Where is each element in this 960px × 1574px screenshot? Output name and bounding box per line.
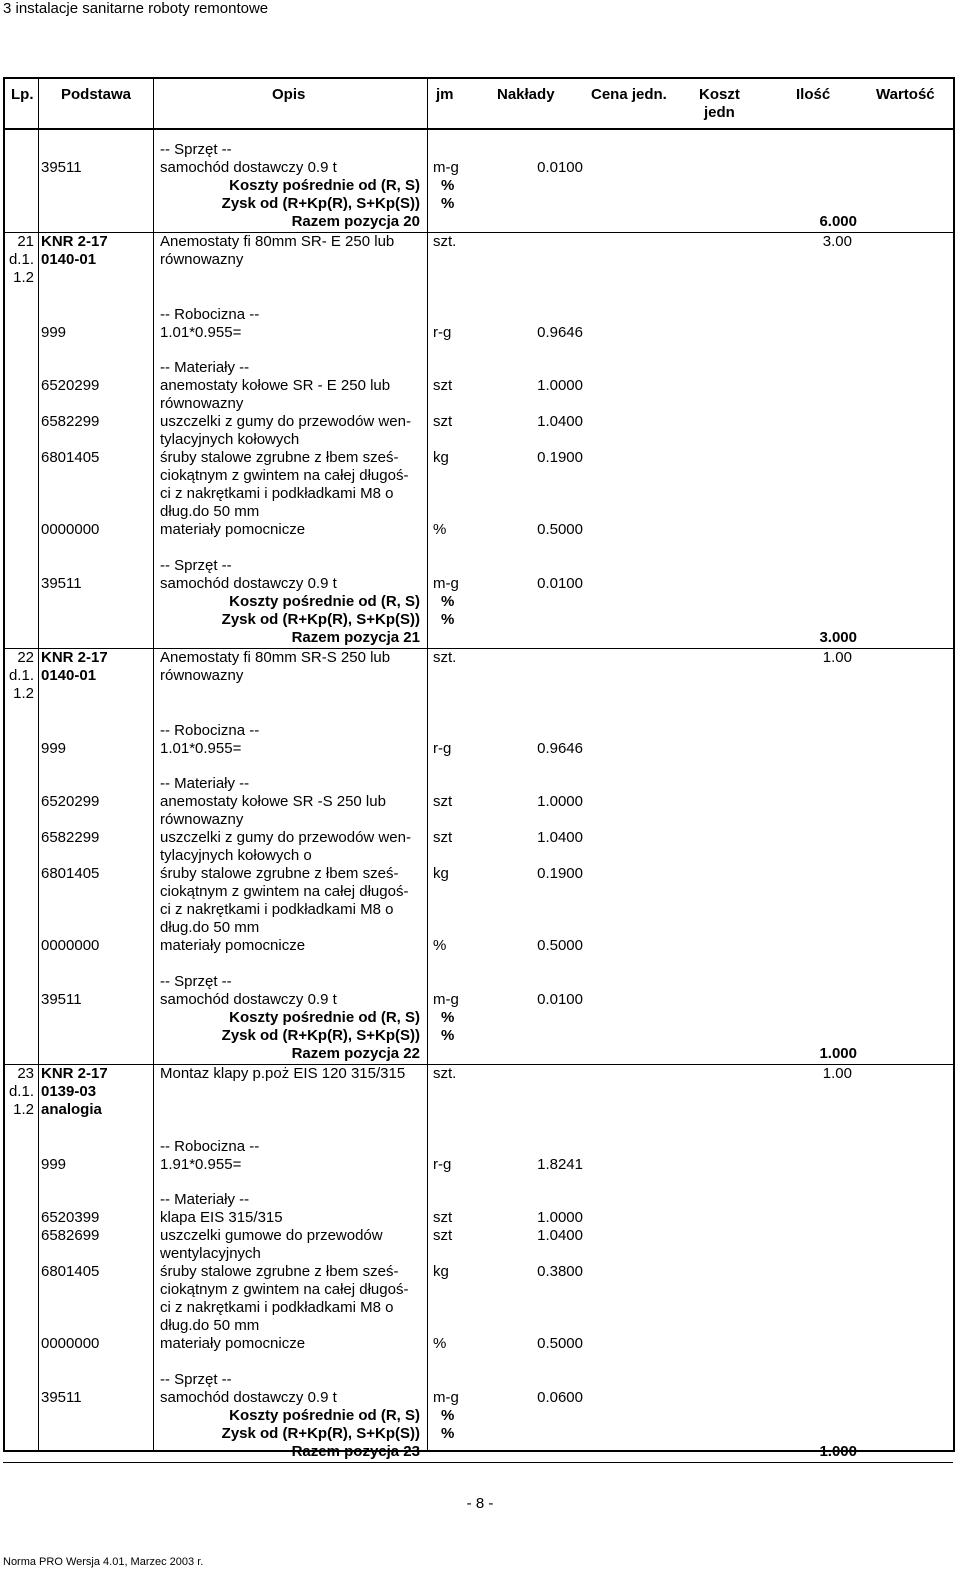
position-number: d.1. [8, 1083, 34, 1100]
description: uszczelki z gumy do przewodów wen- [160, 413, 411, 430]
position-description: Montaz klapy p.poż EIS 120 315/315 [160, 1065, 406, 1082]
description: 1.91*0.955= [160, 1156, 242, 1173]
position-description: równowazny [160, 251, 244, 268]
description: śruby stalowe zgrubne z łbem sześ- [160, 1263, 399, 1280]
section-label: -- Robocizna -- [160, 722, 260, 739]
quantity: 1.0000 [537, 377, 583, 394]
quantity: 0.1900 [537, 449, 583, 466]
description: 1.01*0.955= [160, 324, 242, 341]
unit: kg [433, 449, 449, 466]
section-label: -- Robocizna -- [160, 306, 260, 323]
quantity: 0.5000 [537, 937, 583, 954]
quantity: 0.5000 [537, 521, 583, 538]
header-ilosc: Ilość [796, 86, 831, 103]
position-description: Anemostaty fi 80mm SR- E 250 lub [160, 233, 395, 250]
description: samochód dostawczy 0.9 t [160, 159, 337, 176]
description: ci z nakrętkami i podkładkami M8 o [160, 485, 394, 502]
unit: szt. [433, 649, 457, 666]
description: uszczelki z gumy do przewodów wen- [160, 829, 411, 846]
position-total-label: Razem pozycja 22 [291, 1045, 420, 1062]
unit: % [441, 195, 455, 212]
resource-code: 39511 [41, 991, 82, 1008]
unit: % [441, 593, 455, 610]
unit: % [433, 937, 447, 954]
position-quantity: 3.000 [819, 629, 857, 646]
quantity: 0.0100 [537, 991, 583, 1008]
position-description: Anemostaty fi 80mm SR-S 250 lub [160, 649, 391, 666]
quantity: 1.0000 [537, 793, 583, 810]
unit: m-g [433, 1389, 459, 1406]
quantity: 0.9646 [537, 740, 583, 757]
header-cena: Cena jedn. [591, 86, 667, 103]
header-jm: jm [436, 86, 454, 103]
resource-code: 6582299 [41, 829, 100, 846]
unit: m-g [433, 159, 459, 176]
table-border-left [3, 77, 5, 1450]
description: śruby stalowe zgrubne z łbem sześ- [160, 865, 399, 882]
table-border-right [953, 77, 955, 1452]
position-number: 1.2 [13, 1101, 34, 1118]
table-border-top [3, 77, 953, 79]
unit: szt [433, 1209, 453, 1226]
description: materiały pomocnicze [160, 1335, 306, 1352]
resource-code: 999 [41, 324, 67, 341]
overhead-label: Zysk od (R+Kp(R), S+Kp(S)) [221, 1027, 420, 1044]
resource-code: 0000000 [41, 1335, 100, 1352]
description: ciokątnym z gwintem na całej długoś- [160, 467, 409, 484]
description: klapa EIS 315/315 [160, 1209, 283, 1226]
base-reference: KNR 2-17 [41, 233, 108, 250]
unit: m-g [433, 991, 459, 1008]
section-label: -- Sprzęt -- [160, 141, 232, 158]
description: dług.do 50 mm [160, 1317, 260, 1334]
resource-code: 6520299 [41, 377, 100, 394]
base-reference: 0139-03 [41, 1083, 97, 1100]
description: dług.do 50 mm [160, 919, 260, 936]
position-number: 22 [17, 649, 34, 666]
section-label: -- Robocizna -- [160, 1138, 260, 1155]
column-divider [38, 77, 39, 1450]
position-quantity: 1.000 [819, 1045, 857, 1062]
header-podstawa: Podstawa [61, 86, 132, 103]
unit-cost: 1.00 [822, 649, 852, 666]
quantity: 1.0400 [537, 829, 583, 846]
position-number: 1.2 [13, 269, 34, 286]
unit: kg [433, 1263, 449, 1280]
unit: % [441, 1425, 455, 1442]
description: anemostaty kołowe SR - E 250 lub [160, 377, 391, 394]
position-quantity: 6.000 [819, 213, 857, 230]
unit: szt [433, 793, 453, 810]
resource-code: 6801405 [41, 865, 100, 882]
header-koszt: Koszt [699, 86, 740, 103]
description: równowazny [160, 395, 244, 412]
description: anemostaty kołowe SR -S 250 lub [160, 793, 386, 810]
unit: % [441, 1027, 455, 1044]
base-reference: 0140-01 [41, 251, 97, 268]
base-reference: analogia [41, 1101, 102, 1118]
description: 1.01*0.955= [160, 740, 242, 757]
position-number: 21 [17, 233, 34, 250]
quantity: 0.0100 [537, 159, 583, 176]
resource-code: 0000000 [41, 937, 100, 954]
unit: r-g [433, 324, 452, 341]
resource-code: 39511 [41, 159, 82, 176]
header-opis: Opis [272, 86, 306, 103]
description: samochód dostawczy 0.9 t [160, 991, 337, 1008]
position-quantity: 1.000 [819, 1443, 857, 1460]
resource-code: 0000000 [41, 521, 100, 538]
unit: szt [433, 413, 453, 430]
unit: szt [433, 1227, 453, 1244]
header-naklady: Nakłady [497, 86, 555, 103]
unit: szt [433, 829, 453, 846]
quantity: 0.0100 [537, 575, 583, 592]
position-number: d.1. [8, 667, 34, 684]
unit: % [433, 1335, 447, 1352]
resource-code: 39511 [41, 1389, 82, 1406]
overhead-label: Koszty pośrednie od (R, S) [229, 593, 420, 610]
position-description: równowazny [160, 667, 244, 684]
unit: m-g [433, 575, 459, 592]
description: materiały pomocnicze [160, 937, 306, 954]
document-title: 3 instalacje sanitarne roboty remontowe [3, 0, 269, 17]
software-footer: Norma PRO Wersja 4.01, Marzec 2003 r. [3, 1556, 204, 1568]
resource-code: 999 [41, 1156, 67, 1173]
unit-cost: 3.00 [822, 233, 852, 250]
unit: r-g [433, 1156, 452, 1173]
description: tylacyjnych kołowych [160, 431, 300, 448]
unit: % [441, 611, 455, 628]
unit: % [441, 1407, 455, 1424]
description: ci z nakrętkami i podkładkami M8 o [160, 901, 394, 918]
resource-code: 6520299 [41, 793, 100, 810]
position-number: 1.2 [13, 685, 34, 702]
section-label: -- Sprzęt -- [160, 557, 232, 574]
unit: szt [433, 377, 453, 394]
resource-code: 6801405 [41, 449, 100, 466]
row-divider [3, 1462, 953, 1463]
description: tylacyjnych kołowych o [160, 847, 312, 864]
unit: % [441, 177, 455, 194]
unit: % [433, 521, 447, 538]
description: uszczelki gumowe do przewodów [160, 1227, 383, 1244]
quantity: 0.3800 [537, 1263, 583, 1280]
quantity: 0.9646 [537, 324, 583, 341]
quantity: 1.0400 [537, 1227, 583, 1244]
overhead-label: Zysk od (R+Kp(R), S+Kp(S)) [221, 195, 420, 212]
description: ci z nakrętkami i podkładkami M8 o [160, 1299, 394, 1316]
header-border-bottom [3, 128, 953, 130]
description: ciokątnym z gwintem na całej długoś- [160, 1281, 409, 1298]
column-divider [427, 77, 428, 1450]
overhead-label: Zysk od (R+Kp(R), S+Kp(S)) [221, 1425, 420, 1442]
unit: % [441, 1009, 455, 1026]
header-lp: Lp. [11, 86, 34, 103]
quantity: 1.0400 [537, 413, 583, 430]
quantity: 0.1900 [537, 865, 583, 882]
resource-code: 999 [41, 740, 67, 757]
section-label: -- Materiały -- [160, 775, 250, 792]
position-number: d.1. [8, 251, 34, 268]
resource-code: 6582699 [41, 1227, 100, 1244]
resource-code: 6801405 [41, 1263, 100, 1280]
description: śruby stalowe zgrubne z łbem sześ- [160, 449, 399, 466]
unit-cost: 1.00 [822, 1065, 852, 1082]
overhead-label: Koszty pośrednie od (R, S) [229, 177, 420, 194]
position-total-label: Razem pozycja 23 [291, 1443, 420, 1460]
base-reference: KNR 2-17 [41, 649, 108, 666]
overhead-label: Zysk od (R+Kp(R), S+Kp(S)) [221, 611, 420, 628]
description: samochód dostawczy 0.9 t [160, 575, 337, 592]
description: samochód dostawczy 0.9 t [160, 1389, 337, 1406]
base-reference: 0140-01 [41, 667, 97, 684]
resource-code: 6520399 [41, 1209, 100, 1226]
section-label: -- Sprzęt -- [160, 1371, 232, 1388]
quantity: 1.8241 [537, 1156, 583, 1173]
position-number: 23 [17, 1065, 34, 1082]
description: dług.do 50 mm [160, 503, 260, 520]
unit: r-g [433, 740, 452, 757]
description: materiały pomocnicze [160, 521, 306, 538]
unit: kg [433, 865, 449, 882]
page-number: - 8 - [466, 1495, 494, 1512]
section-label: -- Sprzęt -- [160, 973, 232, 990]
resource-code: 39511 [41, 575, 82, 592]
position-total-label: Razem pozycja 20 [291, 213, 420, 230]
quantity: 0.5000 [537, 1335, 583, 1352]
position-total-label: Razem pozycja 21 [291, 629, 420, 646]
quantity: 0.0600 [537, 1389, 583, 1406]
description: ciokątnym z gwintem na całej długoś- [160, 883, 409, 900]
section-label: -- Materiały -- [160, 359, 250, 376]
column-divider [153, 77, 154, 1450]
base-reference: KNR 2-17 [41, 1065, 108, 1082]
section-label: -- Materiały -- [160, 1191, 250, 1208]
resource-code: 6582299 [41, 413, 100, 430]
overhead-label: Koszty pośrednie od (R, S) [229, 1009, 420, 1026]
header-koszt: jedn [704, 104, 735, 121]
quantity: 1.0000 [537, 1209, 583, 1226]
description: równowazny [160, 811, 244, 828]
unit: szt. [433, 233, 457, 250]
overhead-label: Koszty pośrednie od (R, S) [229, 1407, 420, 1424]
description: wentylacyjnych [160, 1245, 261, 1262]
header-wartosc: Wartość [876, 86, 935, 103]
unit: szt. [433, 1065, 457, 1082]
